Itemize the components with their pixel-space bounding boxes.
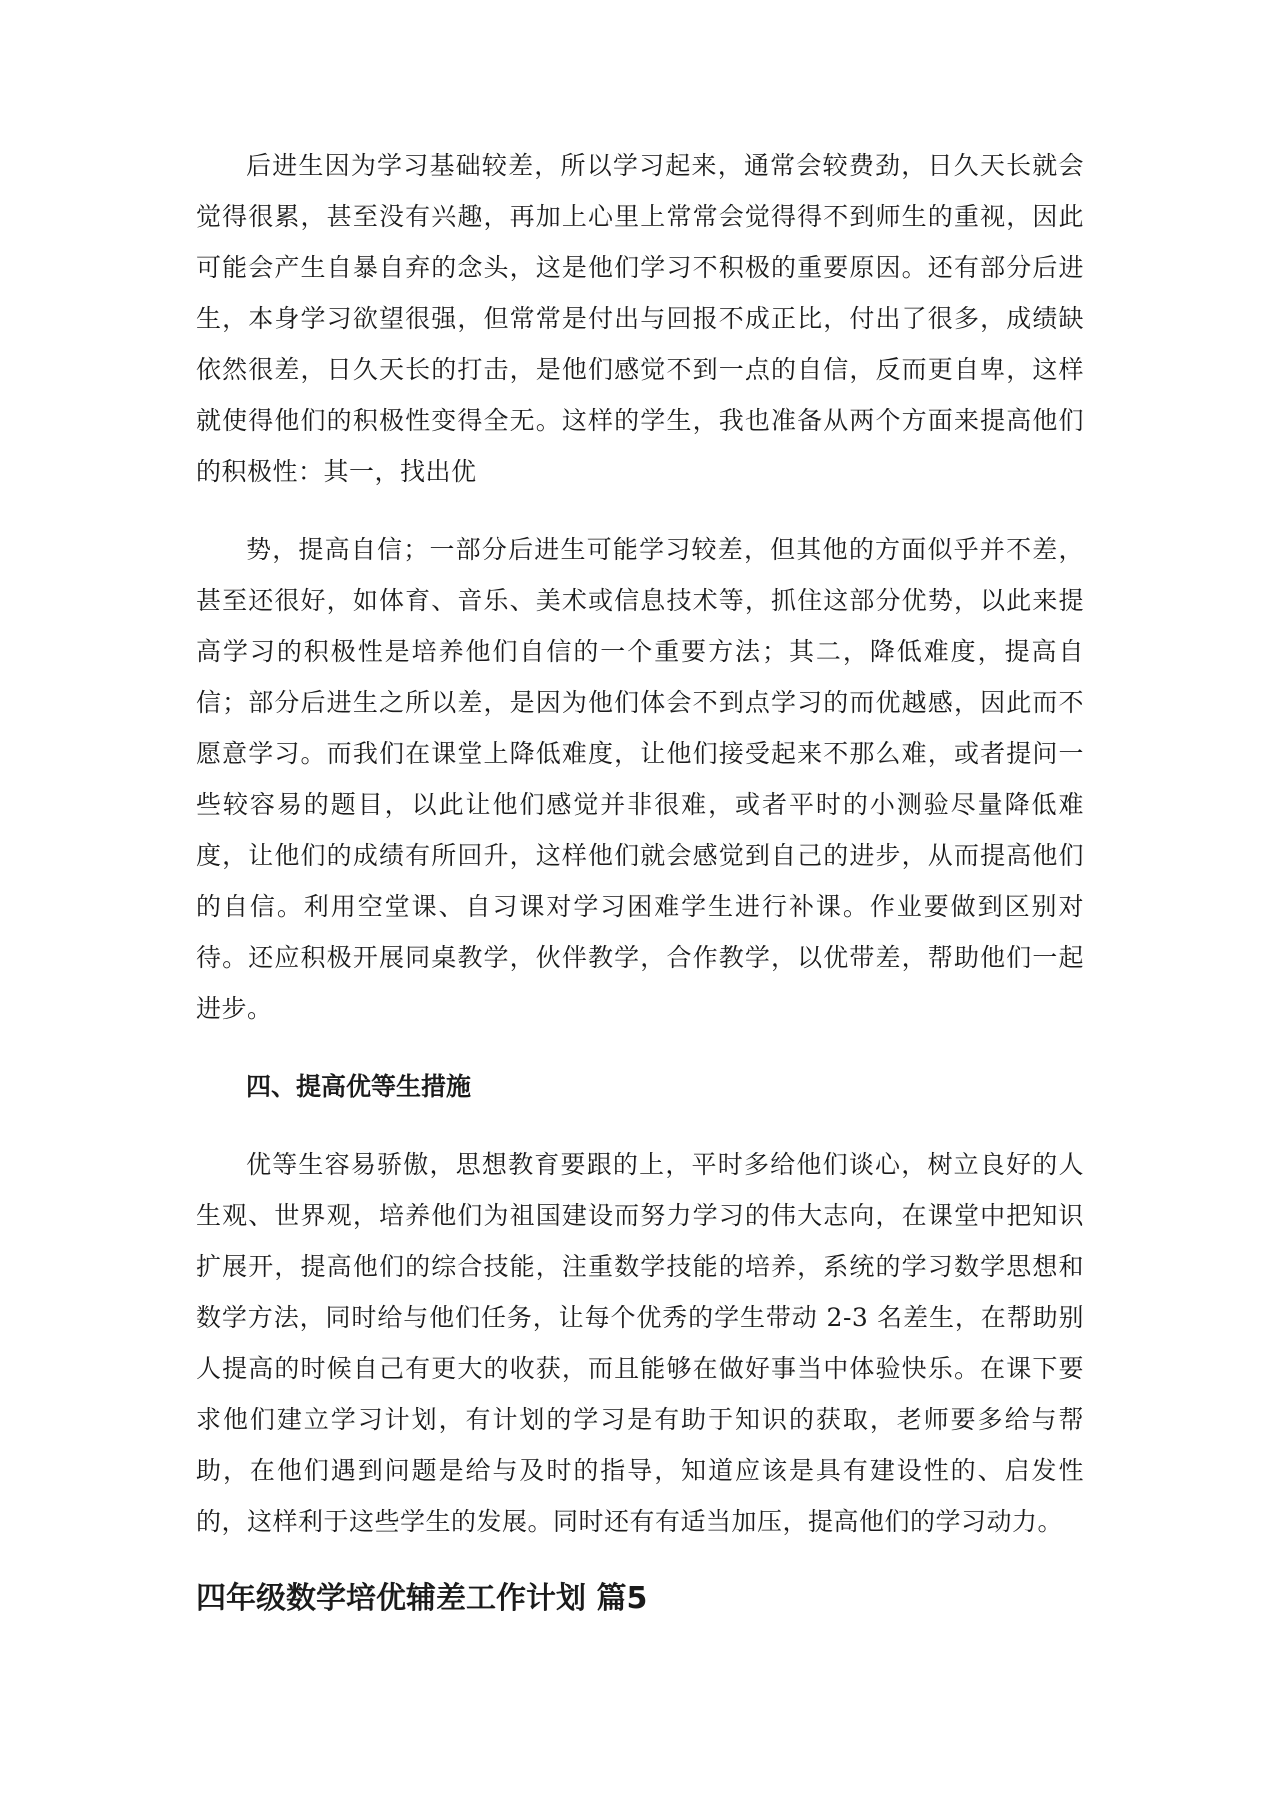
document-title-part5: 四年级数学培优辅差工作计划 篇5	[196, 1581, 648, 1616]
section-heading-top-students: 四、提高优等生措施	[246, 1072, 472, 1101]
paragraph-underachievers-2: 势，提高自信；一部分后进生可能学习较差，但其他的方面似乎并不差，甚至还很好，如体育、音乐、美术或信息技术等，抓住这部分优势，以此来提高学习的积极性是培养他们自信的一个重要方法；其二，降低难度，提高自信；部分后进生之所以差，是因为他们体会不到点学习的而优越感，因此而不愿意学习。而我们在课堂上降低难度，让他们接受起来不那么难，或者提问一些较容易的题目，以此让他们感觉并非很难，或者平时的小测验尽量降低难度，让他们的成绩有所回升，这样他们就会感觉到自己的进步，从而提高他们的自信。利用空堂课、自习课对学习困难学生进行补课。作业要做到区别对待。还应积极开展同桌教学，伙伴教学，合作教学，以优带差，帮助他们一起进步。	[196, 535, 1084, 1023]
document-page	[196, 140, 1084, 1629]
paragraph-underachievers-1: 后进生因为学习基础较差，所以学习起来，通常会较费劲，日久天长就会觉得很累，甚至没有兴趣，再加上心里上常常会觉得得不到师生的重视，因此可能会产生自暴自弃的念头，这是他们学习不积极的重要原因。还有部分后进生，本身学习欲望很强，但常常是付出与回报不成正比，付出了很多，成绩缺依然很差，日久天长的打击，是他们感觉不到一点的自信，反而更自卑，这样就使得他们的积极性变得全无。这样的学生，我也准备从两个方面来提高他们的积极性：其一，找出优	[196, 151, 1084, 486]
paragraph-top-students: 优等生容易骄傲，思想教育要跟的上，平时多给他们谈心，树立良好的人生观、世界观，培养他们为祖国建设而努力学习的伟大志向，在课堂中把知识扩展开，提高他们的综合技能，注重数学技能的培养，系统的学习数学思想和数学方法，同时给与他们任务，让每个优秀的学生带动 2-3 名差生，在帮助别人提高的时候自己有更大的收获，而且能够在做好事当中体验快乐。在课下要求他们建立学习计划，有计划的学习是有助于知识的获取，老师要多给与帮助，在他们遇到问题是给与及时的指导，知道应该是具有建设性的、启发性的，这样利于这些学生的发展。同时还有有适当加压，提高他们的学习动力。	[196, 1150, 1084, 1536]
